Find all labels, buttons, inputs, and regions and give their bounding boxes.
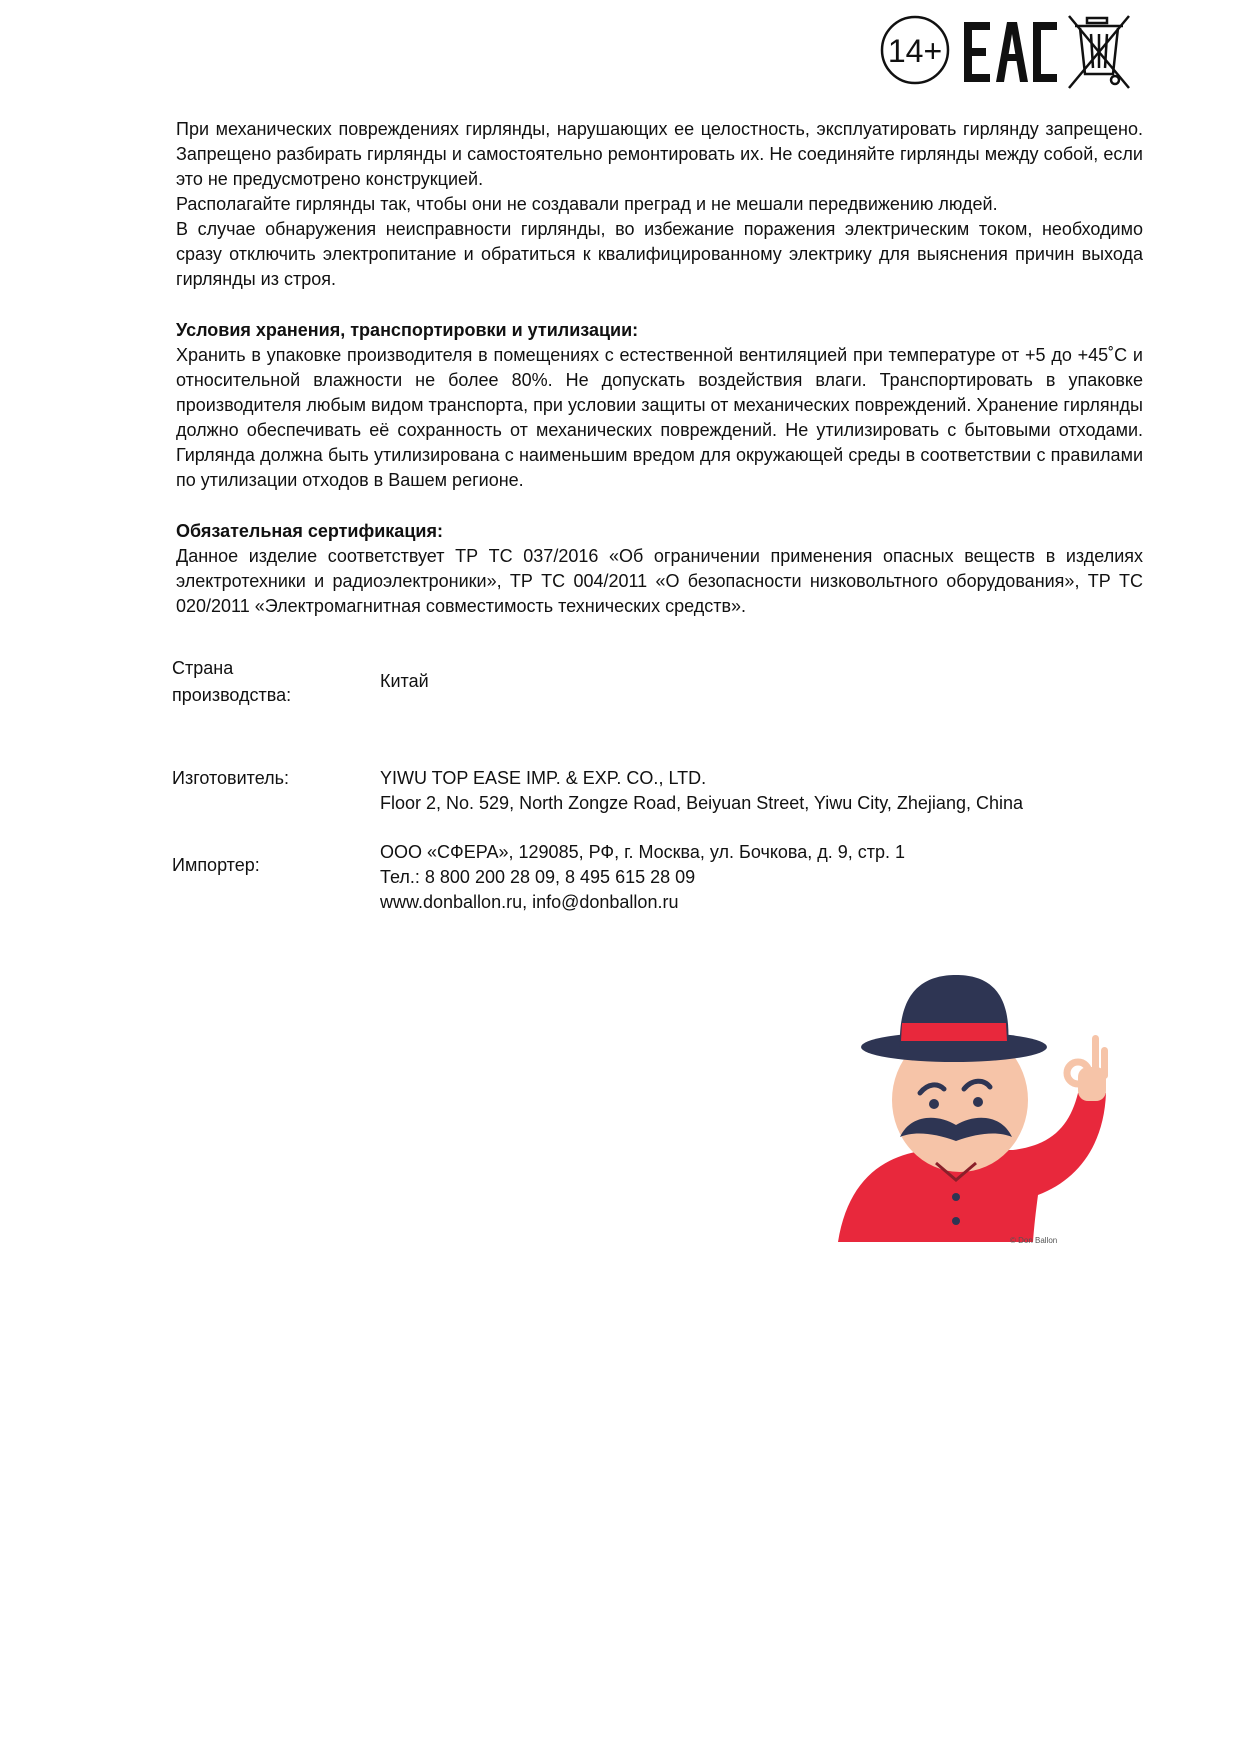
mascot-credit: © Don Ballon: [1010, 1236, 1058, 1245]
marks-svg: [879, 12, 1209, 92]
storage-heading: Условия хранения, транспортировки и утилизации:: [176, 320, 639, 340]
origin-label-line1: Страна: [172, 658, 234, 678]
manufacturer-label: Изготовитель:: [172, 768, 289, 788]
don-ballon-mascot: [838, 975, 1128, 1247]
safety-paragraph-3: В случае обнаружения неисправности гирлянды, во избежание поражения электрическим током, необходимо сразу отключить электропитание и обратиться к квалифицированному электрику для выяснения причин выхода гирлянды из строя.: [176, 219, 1143, 289]
safety-paragraph-2: Располагайте гирлянды так, чтобы они не создавали преград и не мешали передвижению людей.: [176, 194, 998, 214]
certification-marks: [879, 12, 1209, 92]
origin-label-line2: производства:: [172, 685, 292, 705]
age-rating-icon: [882, 17, 948, 83]
importer-web: www.donballon.ru, info@donballon.ru: [380, 892, 679, 912]
eac-icon: [964, 22, 1057, 82]
importer-phone: Тел.: 8 800 200 28 09, 8 495 615 28 09: [380, 867, 696, 887]
certification-text: Данное изделие соответствует ТР ТС 037/2016 «Об ограничении применения опасных веществ в изделиях электротехники и радиоэлектроники», ТР ТС 004/2011 «О безопасности низковольтного оборудования», ТР ТС 020/2011 «Электромагнитная совместимость технических средств».: [176, 546, 1143, 616]
age-rating-text: 14+: [887, 33, 943, 69]
certification-heading: Обязательная сертификация:: [176, 521, 443, 541]
safety-paragraph-1: При механических повреждениях гирлянды, нарушающих ее целостность, эксплуатировать гирлянду запрещено. Запрещено разбирать гирлянды и самостоятельно ремонтировать их. Не соединяйте гирлянды между собой, если это не предусмотрено конструкцией.: [176, 119, 1143, 189]
bowler-hat-icon: [861, 975, 1047, 1062]
ok-hand-icon: [1067, 1035, 1108, 1101]
mascot-svg: [838, 975, 1128, 1247]
importer-label: Импортер:: [172, 855, 260, 875]
manufacturer-address: Floor 2, No. 529, North Zongze Road, Beiyuan Street, Yiwu City, Zhejiang, China: [380, 793, 1023, 813]
importer-name: ООО «СФЕРА», 129085, РФ, г. Москва, ул. Бочкова, д. 9, стр. 1: [380, 842, 906, 862]
crossed-bin-icon: [1069, 16, 1129, 88]
origin-value: Китай: [380, 671, 429, 691]
instructions-body: [176, 117, 1143, 619]
storage-text: Хранить в упаковке производителя в помещениях с естественной вентиляцией при температуре от +5 до +45˚С и относительной влажности не более 80%. Не допускать воздействия влаги. Транспортировать в упаковке производителя любым видом транспорта, при условии защиты от механических повреждений. Хранение гирлянды должно обеспечивать её сохранность от механических повреждений. Не утилизировать с бытовыми отходами. Гирлянда должна быть утилизирована с наименьшим вредом для окружающей среды в соответствии с правилами по утилизации отходов в Вашем регионе.: [176, 345, 1143, 490]
manufacturer-name: YIWU TOP EASE IMP. & EXP. CO., LTD.: [380, 768, 707, 788]
